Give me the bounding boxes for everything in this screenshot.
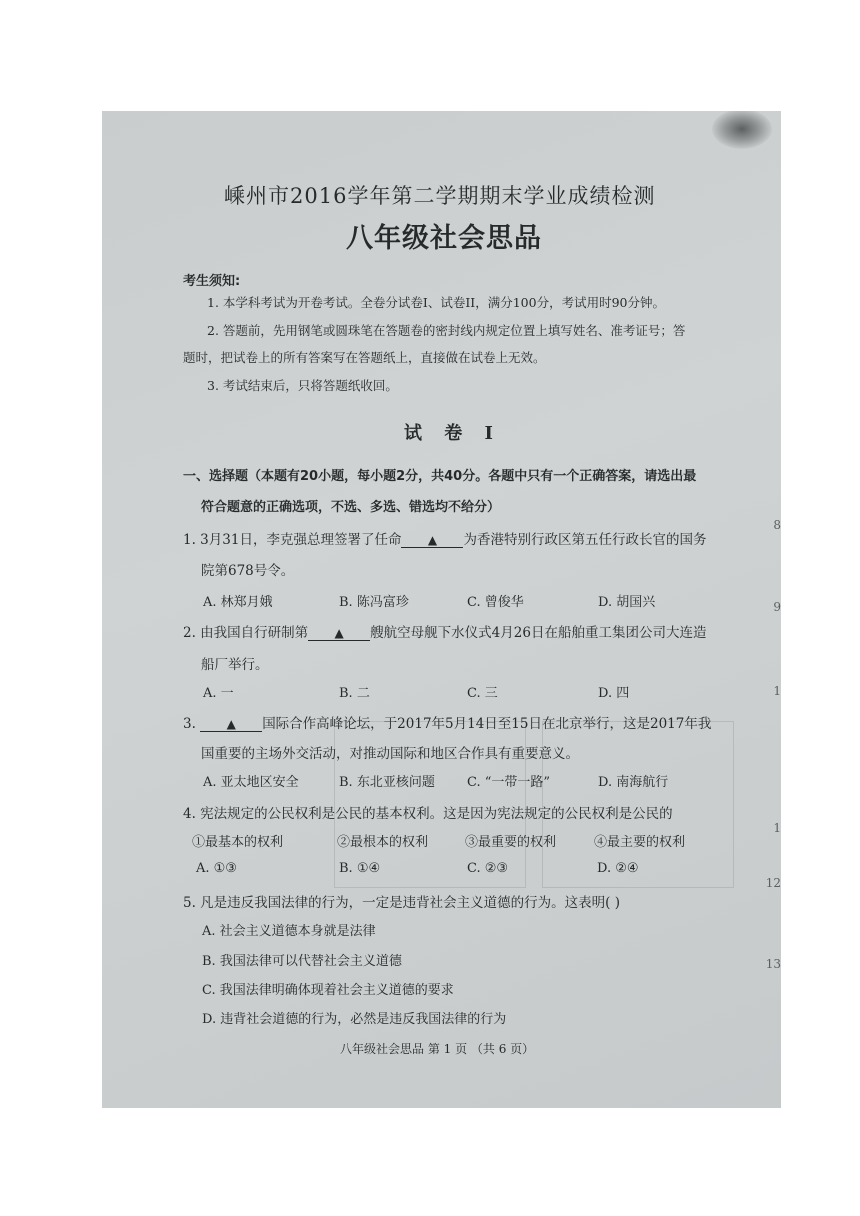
- notice-item: 2. 答题前，先用钢笔或圆珠笔在答题卷的密封线内规定位置上填写姓名、准考证号；答: [207, 323, 686, 338]
- answer-blank: ▲: [401, 533, 463, 548]
- question-text: 为香港特别行政区第五任行政长官的国务: [463, 532, 707, 548]
- option-c: C. ②③: [467, 861, 509, 876]
- option-b: B. 东北亚核问题: [339, 775, 435, 790]
- answer-blank: ▲: [200, 717, 262, 732]
- question-text: 国重要的主场外交活动，对推动国际和地区合作具有重要意义。: [201, 746, 579, 762]
- question-3: [183, 712, 711, 732]
- option-b: B. ①④: [339, 861, 381, 876]
- question-text: 1. 3月31日，李克强总理签署了任命: [183, 532, 402, 548]
- edge-mark: 12: [765, 876, 781, 890]
- notice-item: 1. 本学科考试为开卷考试。全卷分试卷I、试卷II，满分100分，考试用时90分钟。: [207, 295, 665, 310]
- statement-item: ①最基本的权利: [192, 835, 284, 850]
- question-text: 艘航空母舰下水仪式4月26日在船舶重工集团公司大连造: [370, 625, 707, 641]
- option-b: B. 陈冯富珍: [339, 595, 409, 610]
- section-title: 试 卷 I: [404, 423, 501, 444]
- question-2: [183, 621, 706, 641]
- question-text: 船厂举行。: [201, 657, 269, 673]
- statement-item: ④最主要的权利: [594, 835, 686, 850]
- edge-mark: 8: [773, 518, 781, 532]
- page-footer: 八年级社会思品 第 1 页 （共 6 页）: [340, 1042, 535, 1056]
- option-b: B. 我国法律可以代替社会主义道德: [202, 954, 402, 969]
- edge-mark: 13: [765, 957, 781, 971]
- edge-mark: 1: [773, 821, 781, 835]
- option-a: A. ①③: [196, 861, 237, 876]
- exam-title: 嵊州市2016学年第二学期期末学业成绩检测: [224, 184, 656, 208]
- option-c: C. 我国法律明确体现着社会主义道德的要求: [202, 983, 454, 998]
- option-d: D. 四: [598, 686, 630, 701]
- option-a: A. 林郑月娥: [203, 595, 273, 610]
- option-a: A. 一: [203, 686, 234, 701]
- question-text: 2. 由我国自行研制第: [183, 625, 309, 641]
- edge-mark: 9: [773, 600, 781, 614]
- option-d: D. ②④: [597, 861, 639, 876]
- part-instructions: 一、选择题（本题有20小题，每小题2分，共40分。各题中只有一个正确答案，请选出最: [183, 469, 697, 484]
- option-c: C. 三: [467, 686, 498, 701]
- notice-item: 题时，把试卷上的所有答案写在答题纸上，直接做在试卷上无效。: [183, 350, 546, 365]
- option-a: A. 亚太地区安全: [203, 775, 299, 790]
- question-text: 3.: [183, 716, 196, 732]
- question-text: 国际合作高峰论坛，于2017年5月14日至15日在北京举行，这是2017年我: [262, 716, 712, 732]
- answer-blank: ▲: [308, 626, 370, 641]
- option-d: D. 违背社会道德的行为，必然是违反我国法律的行为: [202, 1012, 507, 1027]
- option-c: C. 曾俊华: [467, 595, 524, 610]
- part-instructions: 符合题意的正确选项，不选、多选、错选均不给分）: [201, 500, 501, 515]
- shadow-smudge: [712, 111, 772, 149]
- notice-item: 3. 考试结束后，只将答题纸收回。: [207, 378, 398, 393]
- option-c: C. “一带一路”: [467, 775, 551, 790]
- option-d: D. 南海航行: [598, 775, 669, 790]
- statement-item: ②最根本的权利: [337, 835, 429, 850]
- subject-title: 八年级社会思品: [346, 223, 542, 254]
- option-d: D. 胡国兴: [598, 595, 656, 610]
- notice-heading: 考生须知:: [183, 274, 241, 289]
- statement-item: ③最重要的权利: [465, 835, 557, 850]
- question-1: [183, 528, 706, 548]
- edge-mark: 1: [773, 684, 781, 698]
- option-b: B. 二: [339, 686, 370, 701]
- option-a: A. 社会主义道德本身就是法律: [202, 924, 376, 939]
- question-text: 院第678号令。: [201, 563, 295, 579]
- question-5: 5. 凡是违反我国法律的行为，一定是违背社会主义道德的行为。这表明( ): [183, 895, 620, 911]
- question-4: 4. 宪法规定的公民权利是公民的基本权利。这是因为宪法规定的公民权利是公民的: [183, 806, 673, 822]
